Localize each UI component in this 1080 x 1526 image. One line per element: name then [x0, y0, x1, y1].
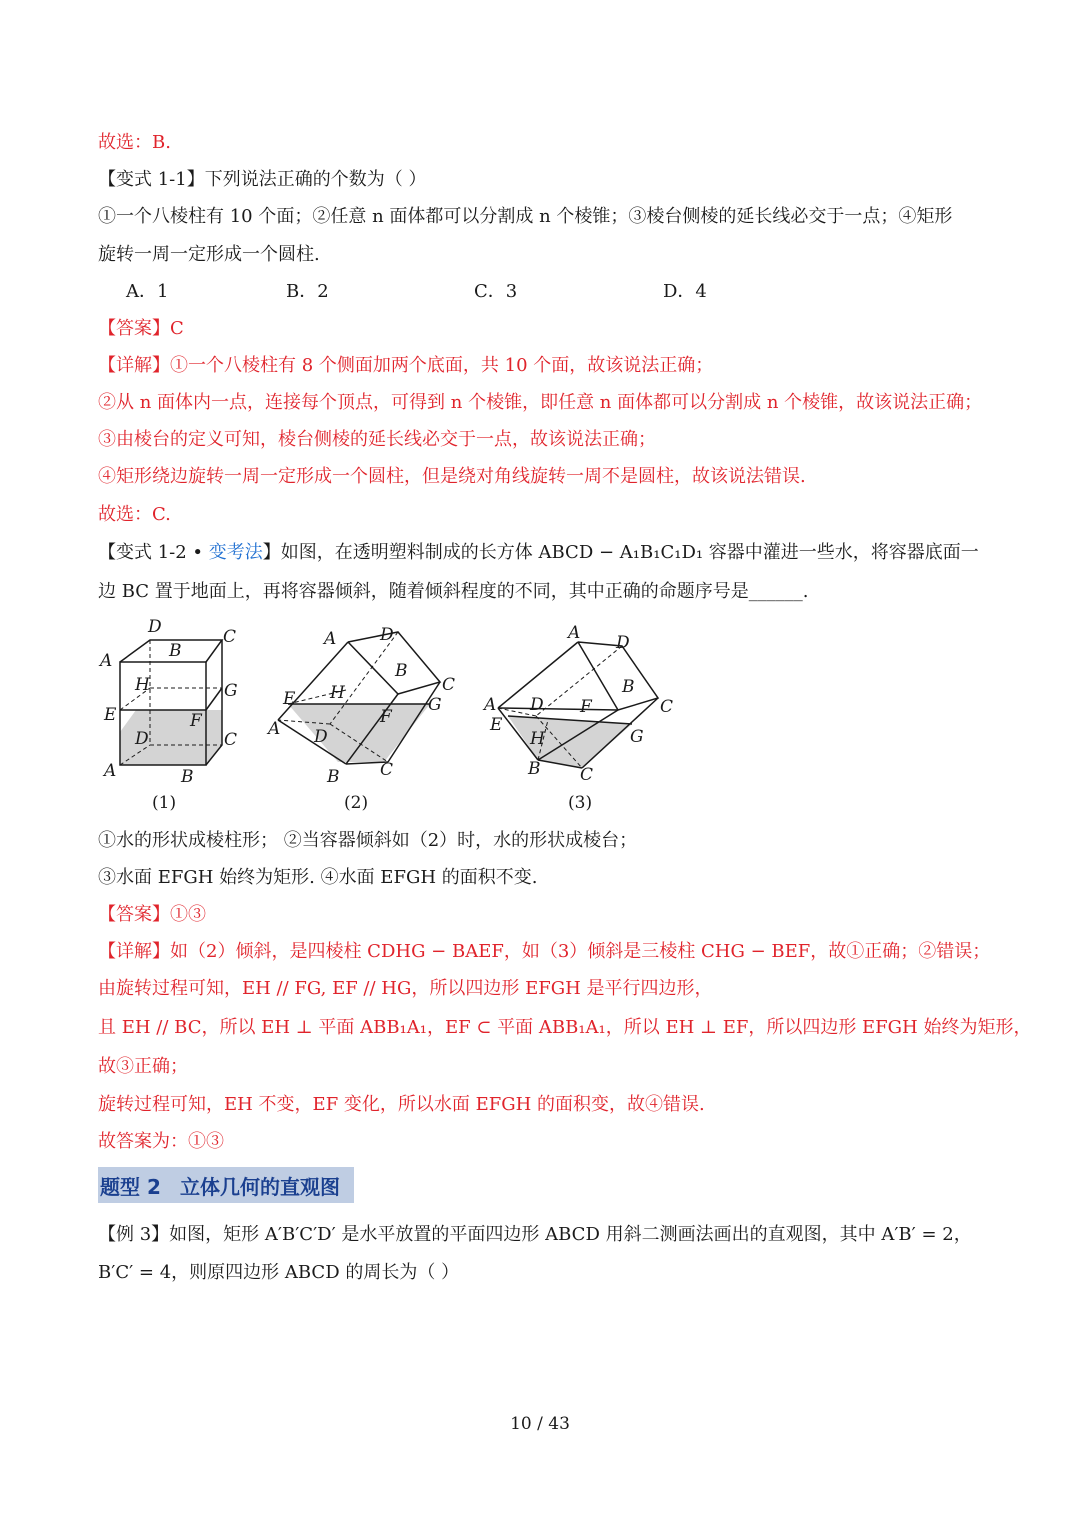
label-e: E [490, 715, 503, 735]
detail-4: ④矩形绕边旋转一周一定形成一个圆柱，但是绕对角线旋转一周不是圆柱，故该说法错误. [98, 466, 806, 487]
detail-1 [98, 353, 713, 379]
section-title: 立体几何的直观图 [180, 1175, 340, 1199]
variant-question: 下列说法正确的个数为（ ） [204, 169, 427, 190]
page-number: 10 / 43 [510, 1414, 570, 1434]
label-g: G [224, 681, 238, 701]
caption-2: (2) [344, 793, 369, 813]
selection-line-2: 故选：C. [98, 504, 171, 525]
variant-tag-method: 变考法 [208, 542, 263, 563]
label-d1: D [148, 617, 162, 637]
label-b1: B [395, 661, 408, 681]
label-a1: A [100, 651, 113, 671]
label-b1: B [622, 677, 635, 697]
proposition-line-2: ③水面 EFGH 始终为矩形. ④水面 EFGH 的面积不变. [98, 867, 538, 888]
label-c: C [580, 765, 594, 785]
label-c1: C [660, 697, 674, 717]
label-c1: C [442, 675, 456, 695]
option-c: C．3 [474, 281, 518, 302]
detail-8: 故③正确； [98, 1056, 188, 1077]
detail-6: 由旋转过程可知，EH // FG, EF // HG，所以四边形 EFGH 是平行四边形， [98, 978, 713, 999]
label-b1: B [169, 641, 182, 661]
final-answer-2: 故答案为：①③ [98, 1131, 224, 1152]
label-b: B [181, 767, 194, 787]
variant-1-2-line-2: 边 BC 置于地面上，再将容器倾斜，随着倾斜程度的不同，其中正确的命题序号是______. [98, 581, 809, 602]
label-d: D [135, 729, 149, 749]
caption-3: (3) [568, 793, 593, 813]
label-d1: D [380, 625, 394, 645]
option-a: A．1 [126, 281, 169, 302]
label-f: F [190, 711, 202, 731]
label-b: B [327, 767, 340, 787]
example-3-line-2: B′C′ = 4，则原四边形 ABCD 的周长为（ ） [98, 1262, 460, 1283]
section-number: 题型 2 [100, 1175, 161, 1199]
statements-line-1: ①一个八棱柱有 10 个面；②任意 n 面体都可以分割成 n 个棱锥；③棱台侧棱的延长线必交于一点；④矩形 [98, 206, 953, 227]
label-d1: D [616, 633, 630, 653]
detail-9: 旋转过程可知，EH 不变，EF 变化，所以水面 EFGH 的面积变，故④错误. [98, 1094, 705, 1115]
figure-1 [98, 617, 238, 813]
label-a: A [104, 761, 117, 781]
detail-2: ②从 n 面体内一点，连接每个顶点，可得到 n 个棱锥，即任意 n 面体都可以分割成 n 个棱锥，故该说法正确； [98, 392, 983, 413]
option-b: B．2 [286, 281, 329, 302]
answer-1: 【答案】C [98, 318, 184, 339]
variant-tag-prefix: 【变式 1-2 • [98, 542, 209, 563]
option-d: D．4 [663, 281, 707, 302]
variant-1-1-title [98, 167, 426, 193]
detail-3: ③由棱台的定义可知，棱台侧棱的延长线必交于一点，故该说法正确； [98, 429, 656, 450]
label-f: F [580, 697, 592, 717]
caption-1: (1) [152, 793, 177, 813]
options-row [98, 279, 798, 305]
label-h: H [135, 675, 150, 695]
statements-line-2: 旋转一周一定形成一个圆柱. [98, 244, 320, 265]
answer-2: 【答案】①③ [98, 904, 206, 925]
label-a: A [268, 719, 281, 739]
selection-line-1: 故选：B. [98, 132, 171, 153]
label-e: E [104, 705, 117, 725]
detail-text: ①一个八棱柱有 8 个侧面加两个底面，共 10 个面，故该说法正确； [170, 355, 714, 376]
proposition-line-1: ①水的形状成棱柱形； ②当容器倾斜如（2）时，水的形状成棱台； [98, 830, 638, 851]
label-d: D [530, 695, 544, 715]
label-a: A [484, 695, 497, 715]
example-3-line-1: 【例 3】如图，矩形 A′B′C′D′ 是水平放置的平面四边形 ABCD 用斜二测画法画出的直观图，其中 A′B′ = 2， [98, 1224, 972, 1245]
detail-tag: 【详解】 [98, 941, 170, 962]
label-g: G [428, 695, 442, 715]
variant-question: 如图，在透明塑料制成的长方体 ABCD − A₁B₁C₁D₁ 容器中灌进一些水，将容器底面一 [280, 542, 979, 563]
label-h: H [530, 729, 545, 749]
label-b: B [528, 759, 541, 779]
figure-3 [482, 623, 673, 813]
detail-tag: 【详解】 [98, 355, 170, 376]
label-c: C [224, 730, 238, 750]
variant-1-2-title [98, 540, 979, 566]
label-a1: A [568, 623, 581, 643]
label-d: D [314, 727, 328, 747]
detail-7: 且 EH // BC，所以 EH ⊥ 平面 ABB₁A₁，EF ⊂ 平面 ABB₁A₁，所以 EH ⊥ EF，所以四边形 EFGH 始终为矩形， [98, 1017, 1032, 1038]
label-a1: A [324, 629, 337, 649]
variant-tag-suffix: 】 [262, 542, 281, 563]
figure-2 [266, 625, 455, 813]
label-f: F [380, 707, 392, 727]
label-c1: C [223, 627, 237, 647]
detail-text: 如（2）倾斜，是四棱柱 CDHG − BAEF，如（3）倾斜是三棱柱 CHG − BEF，故①正确；②错误； [170, 941, 991, 962]
container-figures [98, 612, 698, 817]
variant-tag: 【变式 1-1】 [98, 169, 205, 190]
detail-5 [98, 939, 990, 965]
label-g: G [630, 727, 644, 747]
section-heading [98, 1167, 354, 1203]
label-c: C [380, 760, 394, 780]
label-h: H [330, 683, 345, 703]
label-e: E [283, 689, 296, 709]
